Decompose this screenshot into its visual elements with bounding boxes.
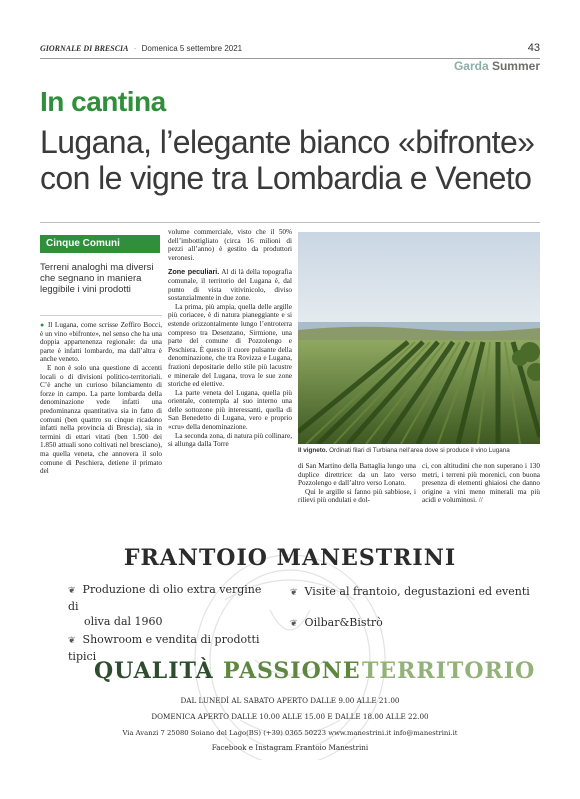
- ad-brand-title: FRANTOIO MANESTRINI: [123, 545, 457, 571]
- caption-text: Ordinati filari di Turbiana nell’area dove si produce il vino Lugana: [329, 447, 510, 454]
- section-garda: Garda: [453, 59, 489, 73]
- article-column-3: [298, 462, 416, 505]
- ad-mottos: [40, 658, 540, 690]
- motto-passion: PASSIONE: [223, 658, 361, 684]
- paragraph: La parte veneta del Lugana, quella più orientale, contempla al suo interno una delle sottozone più interessanti, quella di San Benedetto di Lugana, vero e proprio «cru» della denominazione.: [168, 388, 292, 432]
- opening-hours-weekdays: DAL LUNEDÌ AL SABATO APERTO DALLE 9.00 ALLE 21.00: [180, 696, 400, 705]
- paragraph: Qui le argille si fanno più sabbiose, i rilievi più ondulati e dol-: [298, 487, 416, 505]
- motto-quality: QUALITÀ: [94, 658, 214, 684]
- social-handles: Facebook e Instagram Frantoio Manestrini: [211, 743, 369, 752]
- subhead: Zone peculiari.: [168, 267, 220, 277]
- article-signature: //: [478, 496, 483, 505]
- article-deck: Terreni analoghi ma diversi che segnano in maniera leggibile i vini prodotti: [40, 262, 154, 295]
- page-header: [40, 44, 540, 58]
- bullet-icon: ●: [40, 321, 45, 329]
- vineyard-photo: [298, 232, 540, 444]
- section-summer: Summer: [491, 59, 540, 73]
- ad-feature-visits: ❦ Visite al frantoio, degustazioni ed eventi: [290, 585, 530, 598]
- advertisement: [40, 540, 540, 760]
- caption-lead: Il vigneto.: [298, 447, 328, 454]
- article-column-4: [422, 462, 540, 505]
- page-number: 43: [527, 42, 540, 54]
- paragraph: ● Il Lugana, come scrisse Zeffiro Bocci, è un vino «bifronte», nel senso che ha una doppia appartenenza regionale: da una parte è infatti lombardo, ma dall’altra è anche veneto.: [40, 321, 162, 364]
- article-kicker: In cantina: [40, 86, 166, 117]
- headline-line-2: con le vigne tra Lombardia e Veneto: [40, 160, 532, 196]
- headline-line-1: Lugana, l’elegante bianco «bifronte»: [40, 124, 535, 160]
- ad-feature-production: ❦ Produzione di olio extra vergine di oliva dal 1960: [68, 583, 262, 628]
- article-column-2: [168, 228, 292, 449]
- issue-date: Domenica 5 settembre 2021: [141, 44, 243, 53]
- ad-feature-showroom: ❦ Showroom e vendita di prodotti tipici: [68, 633, 260, 663]
- topic-tag: Cinque Comuni: [40, 235, 160, 253]
- vineyard-image: [298, 232, 540, 444]
- fleuron-icon: ❦: [290, 619, 298, 629]
- ad-feature-oilbar: ❦ Oilbar&Bistrò: [290, 616, 383, 629]
- paragraph: E non è solo una questione di accenti locali o di divisioni politico-territoriali. C’è anche un curioso bilanciamento di forze in campo. La parte lombarda della denominazione vede infatti una predominanza quantitativa sia in fatto di comuni (ben quattro su cinque ricadono infatti nella provincia di Brescia), sia in termini di ettari vitati (ben 1.500 dei 1.850 attuali sono coltivati nel bresciano), ma quella veneta, che annovera il solo comune di Peschiera, detiene il primato del: [40, 363, 162, 476]
- paragraph: La seconda zona, di natura più collinare, si allunga dalla Torre: [168, 431, 292, 449]
- deck-rule: [40, 315, 162, 316]
- paragraph: ci, con altitudini che non superano i 130 metri, i terreni più morenici, con buona presenza di elementi ghiaiosi che danno origine a vini meno minerali ma più acidi e voluminosi. //: [422, 462, 540, 505]
- fleuron-icon: ❦: [68, 586, 76, 596]
- article-headline: [40, 124, 560, 196]
- paragraph: La prima, più ampia, quella delle argille più coriacee, è di natura pianeggiante e si estende orizzontalmente lungo l’entroterra compreso tra Desenzano, Sirmione, una parte del comune di Pozzolengo e Peschiera. È questo il cuore pulsante della denominazione, che tra Rovizza e Lugana, frazioni depositarie dello stile più lacustre e minerale del Lugana, trova le sue zone storiche ed elettive.: [168, 302, 292, 389]
- paragraph: volume commerciale, visto che il 50% dell’imbottigliato (circa 16 milioni di pezzi all’anno) è gestito da produttori veronesi.: [168, 228, 292, 262]
- title-rule: [40, 222, 540, 223]
- section-label: [454, 59, 540, 73]
- paragraph: Zone peculiari. Al di là della topografia comunale, il territorio del Lugana è, dal punto di vista vitivinicolo, diviso sostanzialmente in due zone.: [168, 267, 292, 303]
- contact-address: Via Avanzi 7 25080 Soiano del Lago(BS) (+39) 0365 50223 www.manestrini.it info@manestrini.it: [122, 729, 458, 737]
- newspaper-name: GIORNALE DI BRESCIA: [40, 44, 129, 53]
- paragraph: di San Martino della Battaglia lungo una duplice direttrice: da un lato verso Pozzolengo e dall’altro verso Lonato.: [298, 462, 416, 488]
- opening-hours-sunday: DOMENICA APERTO DALLE 10.00 ALLE 15.00 E DALLE 18.00 ALLE 22.00: [151, 712, 429, 721]
- header-separator: ·: [133, 44, 137, 53]
- motto-territory: TERRITORIO: [362, 658, 536, 684]
- fleuron-icon: ❦: [290, 588, 298, 598]
- photo-caption: [298, 447, 540, 454]
- article-column-1: [40, 321, 162, 476]
- fleuron-icon: ❦: [68, 636, 76, 646]
